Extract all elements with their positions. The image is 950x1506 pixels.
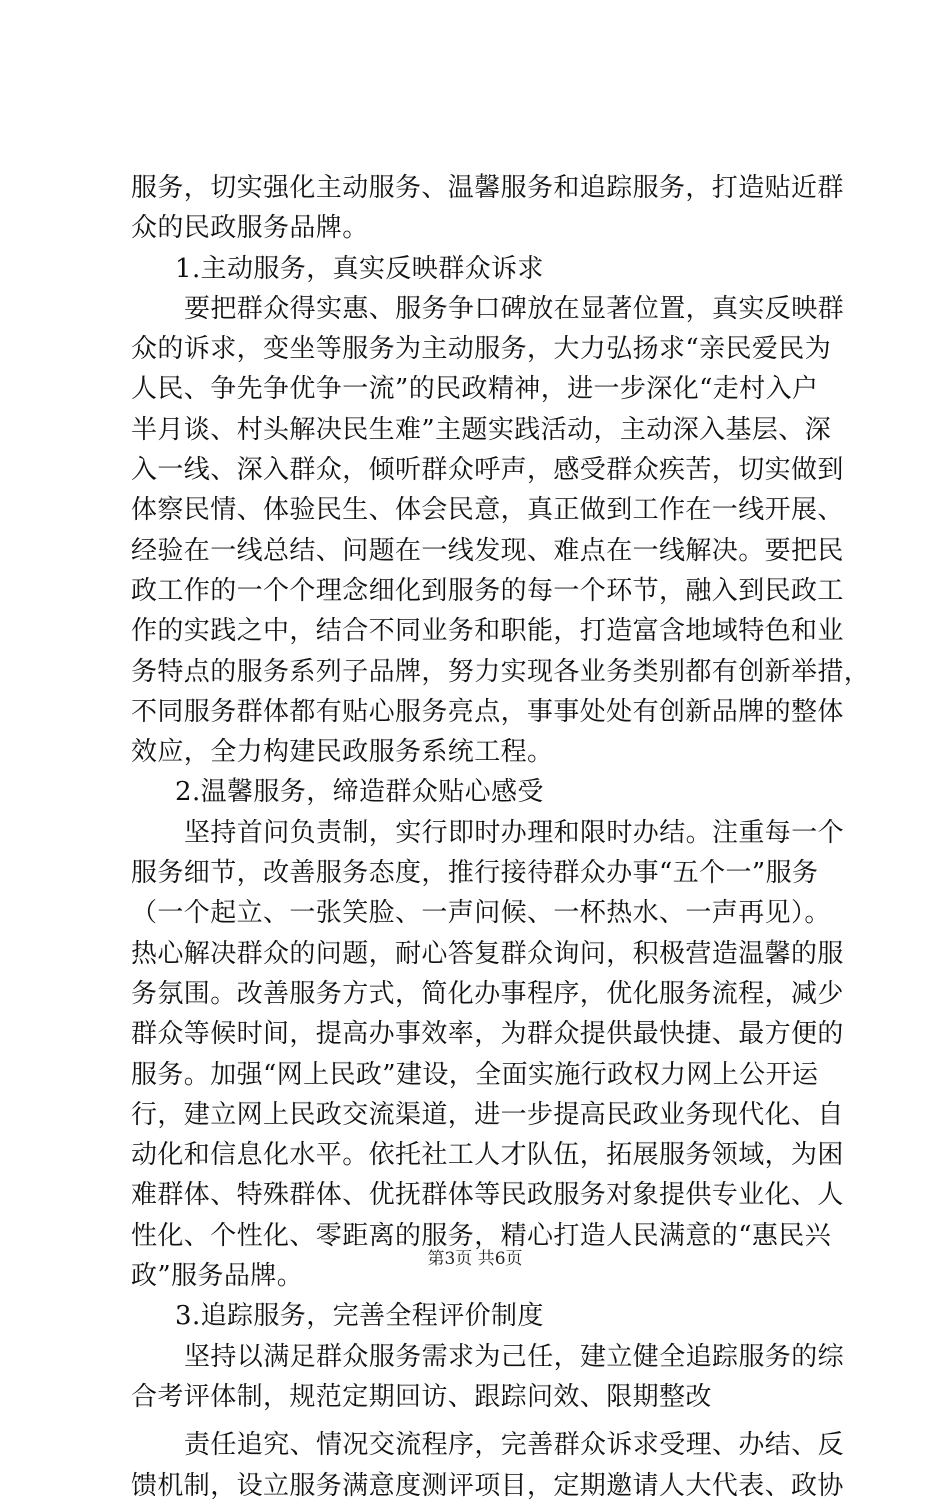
text-line: 众的诉求，变坐等服务为主动服务，大力弘扬求“亲民爱民为 (131, 334, 832, 365)
text-line: 务氛围。改善服务方式，简化办事程序，优化服务流程，减少 (131, 978, 844, 1009)
paragraph-gap (131, 1417, 833, 1425)
text-line: 服务，切实强化主动服务、温馨服务和追踪服务，打造贴近群 (131, 173, 844, 203)
text-line: 难群体、特殊群体、优抚群体等民政服务对象提供专业化、人 (131, 1180, 844, 1211)
text-line: 半月谈、村头解决民生难”主题实践活动，主动深入基层、深 (131, 414, 832, 445)
text-line: 不同服务群体都有贴心服务亮点，事事处处有创新品牌的整体 (131, 696, 844, 727)
text-line: 热心解决群众的问题，耐心答复群众询问，积极营造温馨的服 (131, 938, 844, 969)
text-line: 动化和信息化水平。依托社工人才队伍，拓展服务领域，为困 (131, 1140, 844, 1171)
document-body (131, 168, 871, 1506)
text-line: 入一线、深入群众，倾听群众呼声，感受群众疾苦，切实做到 (131, 455, 844, 486)
text-line: 馈机制，设立服务满意度测评项目，定期邀请人大代表、政协 (131, 1470, 844, 1501)
text-line: 性化、个性化、零距离的服务，精心打造人民满意的“惠民兴 (131, 1220, 832, 1251)
text-line: 坚持首问负责制，实行即时办理和限时办结。注重每一个 (184, 817, 845, 848)
text-line: 要把群众得实惠、服务争口碑放在显著位置，真实反映群 (184, 293, 845, 324)
page-footer: 第3页 共6页 (427, 1249, 523, 1269)
text-line: 政”服务品牌。 (131, 1261, 304, 1292)
text-line: 作的实践之中，结合不同业务和职能，打造富含地域特色和业 (131, 616, 844, 647)
section-heading: 2.温馨服务，缔造群众贴心感受 (175, 777, 544, 808)
text-line: 服务。加强“网上民政”建设，全面实施行政权力网上公开运 (131, 1059, 819, 1090)
text-line: 人民、争先争优争一流”的民政精神，进一步深化“走村入户 (131, 374, 819, 405)
text-line: 责任追究、情况交流程序，完善群众诉求受理、办结、反 (184, 1430, 845, 1461)
text-line: 体察民情、体验民生、体会民意，真正做到工作在一线开展、 (131, 495, 844, 526)
text-line: 行，建立网上民政交流渠道，进一步提高民政业务现代化、自 (131, 1099, 844, 1130)
text-line: 群众等候时间，提高办事效率，为群众提供最快捷、最方便的 (131, 1019, 844, 1050)
text-line: 服务细节，改善服务态度，推行接待群众办事“五个一”服务 (131, 858, 819, 889)
text-line: 政工作的一个个理念细化到服务的每一个环节，融入到民政工 (131, 575, 844, 606)
text-line: 众的民政服务品牌。 (131, 213, 369, 244)
text-line: 合考评体制，规范定期回访、跟踪问效、限期整改 (131, 1381, 712, 1412)
text-line: 坚持以满足群众服务需求为己任，建立健全追踪服务的综 (184, 1341, 845, 1372)
text-line: 效应，全力构建民政服务系统工程。 (131, 737, 554, 768)
text-line: 经验在一线总结、问题在一线发现、难点在一线解决。要把民 (131, 535, 844, 566)
section-heading: 1.主动服务，真实反映群众诉求 (175, 253, 544, 284)
section-heading: 3.追踪服务，完善全程评价制度 (175, 1301, 544, 1332)
text-line: 务特点的服务系列子品牌，努力实现各业务类别都有创新举措， (131, 656, 871, 687)
text-line: （一个起立、一张笑脸、一声问候、一杯热水、一声再见）。 (131, 898, 831, 929)
